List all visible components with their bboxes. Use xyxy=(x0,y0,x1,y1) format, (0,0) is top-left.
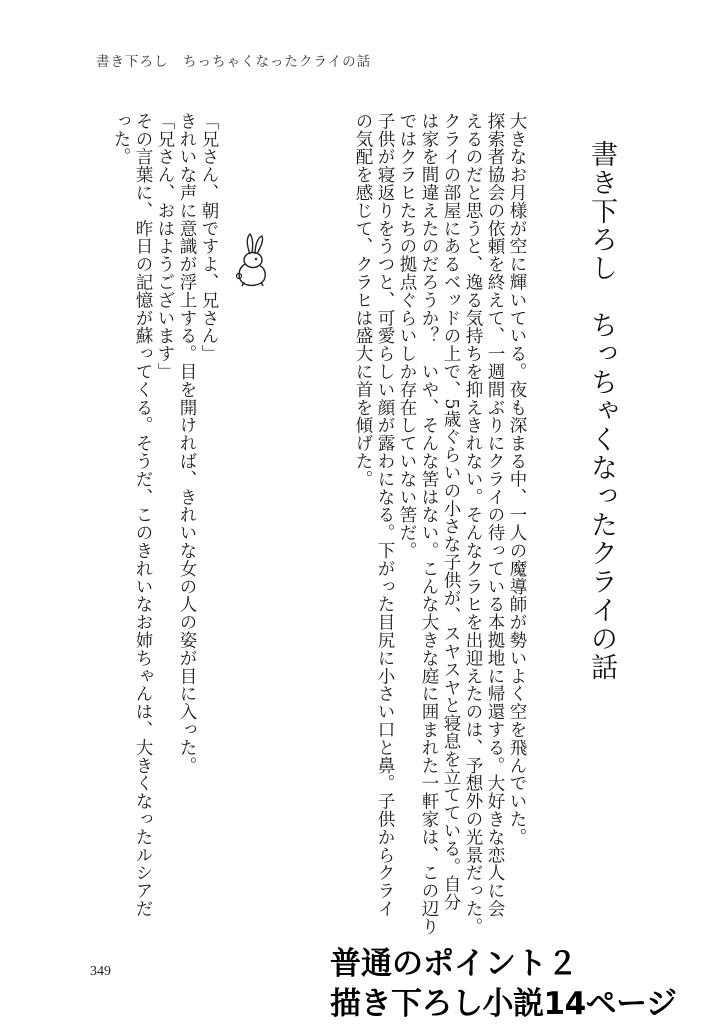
body-column-12: その言葉に、昨日の記憶が蘇ってくる。そうだ、このきれいなお姉ちゃんは、大きくなったルシアだ xyxy=(133,112,153,918)
chapter-title: 書き下ろし ちっちゃくなったクライの話 xyxy=(586,140,617,682)
body-column-13: った。 xyxy=(111,112,131,166)
body-column-5: は家を間違えたのだろうか？ いや、そんな筈はない。こんな大きな庭に囲まれた一軒家は、この辺り xyxy=(419,112,439,936)
body-column-10: きれいな声に意識が浮上する。目を開ければ、きれいな女の人の姿が目に入った。 xyxy=(177,112,197,775)
rabbit-illustration xyxy=(230,232,274,288)
page-number: 349 xyxy=(90,964,111,979)
promo-line-1: 普通のポイント２ xyxy=(330,946,578,982)
rabbit-icon xyxy=(230,232,274,288)
body-column-3: えるのだと思うと、逸る気持ちを抑えきれない。そんなクラヒを出迎えたのは、予想外の光景だった。 xyxy=(463,112,483,936)
body-column-9: 「兄さん、朝ですよ、兄さん」 xyxy=(199,112,219,363)
promo-line-2: 描き下ろし小説14ページ xyxy=(330,986,677,1022)
body-column-11: 「兄さん、おはようございます」 xyxy=(155,112,175,381)
running-header: 書き下ろし ちっちゃくなったクライの話 xyxy=(96,54,372,70)
body-column-7: 子供が寝返りをうつと、可愛らしい顔が露わになる。下がった目尻に小さい口と鼻。子供からクライ xyxy=(375,112,395,918)
body-column-8: の気配を感じて、クラヒは盛大に首を傾げた。 xyxy=(353,112,373,488)
body-column-4: クライの部屋にあるベッドの上で、5歳ぐらいの小さな子供が、スヤスヤと寝息を立てている。自分 xyxy=(441,112,461,912)
body-column-2: 探索者協会の依頼を終えて、一週間ぶりにクライの待っている本拠地に帰還する。大好きな恋人に会 xyxy=(485,112,505,918)
body-column-6: ではクラヒたちの拠点ぐらいしか存在していない筈だ。 xyxy=(397,112,417,560)
body-column-1: 大きなお月様が空に輝いている。夜も深まる中、一人の魔導師が勢いよく空を飛んでいた。 xyxy=(507,112,527,846)
